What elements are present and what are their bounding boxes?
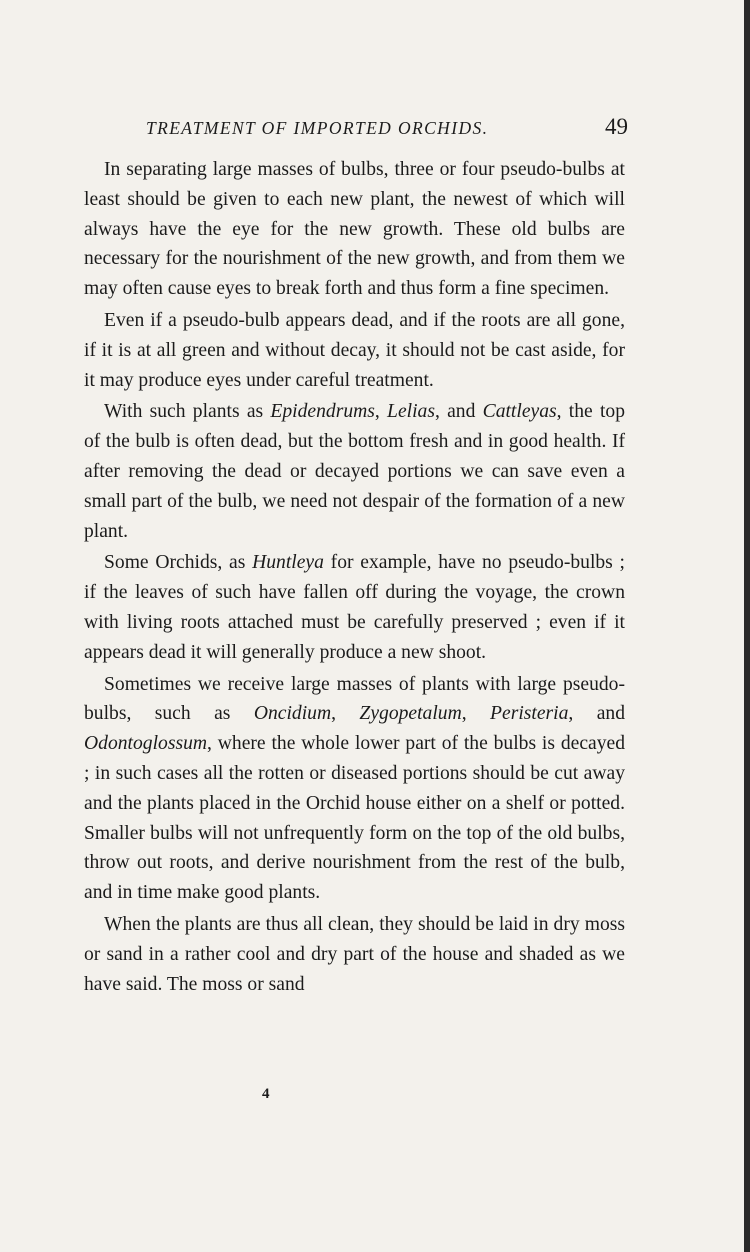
page-number: 49 — [605, 114, 628, 139]
text-run: When the plants are thus all clean, they should be laid in dry moss or sand in a rather cool and dry part of the house and shaded as we have said. The moss or sand — [84, 913, 625, 995]
italic-term: Odontoglossum — [84, 733, 208, 755]
text-run: , where the whole lower part of the bulbs is decayed ; in such cases all the rotten or diseased portions should be cut away and the plants placed in the Orchid house either on a shelf or potted. Smaller bulbs will not unfrequently form on the top of the old bulbs, throw out roots, and derive nourishment from the rest of the bulb, and in time make good plants. — [84, 733, 625, 904]
text-run: , — [374, 401, 388, 423]
paragraph — [84, 306, 625, 395]
paragraph — [84, 155, 625, 304]
text-run: Some Orchids, as — [104, 552, 253, 574]
text-run: , the top of the bulb is often dead, but the bottom fresh and in good health. If after removing the dead or decayed portions we can save even a small part of the bulb, we need not despair of the formation of a new plant. — [84, 401, 625, 542]
text-run: , and — [568, 703, 626, 725]
italic-term: Epidendrums — [270, 401, 375, 423]
text-run: , — [461, 703, 491, 725]
italic-term: Cattleyas — [482, 401, 557, 423]
running-title: TREATMENT OF IMPORTED ORCHIDS. — [146, 118, 489, 138]
italic-term: Oncidium — [253, 703, 332, 725]
paragraph — [84, 670, 625, 908]
text-run: In separating large masses of bulbs, three or four pseudo-bulbs at least should be given to each new plant, the newest of which will always have the eye for the new growth. These old bulbs are necessary for the nourishment of the new growth, and from them we may often cause eyes to break forth and thus form a fine specimen. — [84, 159, 625, 300]
italic-term: Peristeria — [490, 703, 569, 725]
body-text — [84, 155, 625, 999]
page-edge-shadow — [744, 0, 750, 1252]
paragraph — [84, 910, 625, 999]
paragraph — [84, 397, 625, 546]
text-run: for example, have no pseudo-bulbs ; if the leaves of such have fallen off during the voyage, the crown with living roots attached must be carefully preserved ; even if it appears dead it will generally produce a new shoot. — [84, 552, 625, 663]
text-run: , and — [434, 401, 483, 423]
italic-term: Lelias — [387, 401, 435, 423]
text-run: , — [331, 703, 360, 725]
running-head — [88, 114, 628, 148]
italic-term: Zygopetalum — [359, 703, 462, 725]
paragraph — [84, 548, 625, 667]
text-run: Sometimes we receive large masses of plants with large pseudo-bulbs, such as — [84, 673, 625, 725]
text-run: With such plants as — [104, 401, 271, 423]
signature-mark: 4 — [262, 1086, 270, 1102]
italic-term: Huntleya — [252, 552, 324, 574]
text-run: Even if a pseudo-bulb appears dead, and if the roots are all gone, if it is at all green and without decay, it should not be cast aside, for it may produce eyes under careful treatment. — [84, 309, 625, 391]
